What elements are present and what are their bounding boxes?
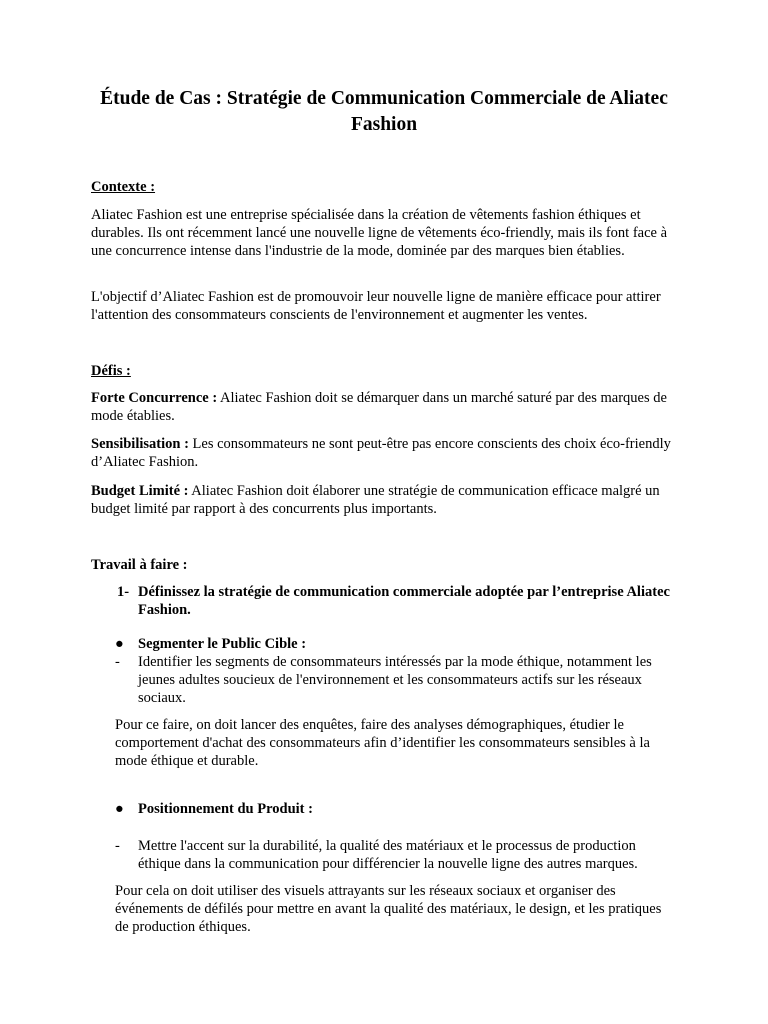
defi-text: Les consommateurs ne sont peut-être pas encore conscients des choix éco-friendly d’Aliatec Fashion. xyxy=(91,436,671,470)
contexte-paragraph-2: L'objectif d’Aliatec Fashion est de promouvoir leur nouvelle ligne de manière efficace pour attirer l'attention des consommateurs conscients de l'environnement et augmenter les ventes. xyxy=(91,289,661,323)
defi-text: Aliatec Fashion doit élaborer une stratégie de communication efficace malgré un budget limité par rapport à des concurrents plus importants. xyxy=(91,483,660,517)
bullet-title: Segmenter le Public Cible : xyxy=(138,636,307,652)
bullet-segmenter xyxy=(115,635,675,653)
defi-item xyxy=(91,435,681,471)
dash-icon: - xyxy=(115,654,120,670)
defi-text: Aliatec Fashion doit se démarquer dans un marché saturé par des marques de mode établies. xyxy=(91,390,667,424)
bullet-title: Positionnement du Produit : xyxy=(138,801,313,817)
defis-heading: Défis : xyxy=(91,363,131,379)
dash-item-positionnement xyxy=(115,837,675,873)
defi-item xyxy=(91,389,681,425)
bullet-icon: ● xyxy=(115,801,124,817)
defi-label: Sensibilisation : xyxy=(91,436,189,452)
dash-item-segmenter xyxy=(115,653,675,707)
defi-label: Budget Limité : xyxy=(91,483,189,499)
segmenter-paragraph: Pour ce faire, on doit lancer des enquêtes, faire des analyses démographiques, étudier le comportement d'achat des consommateurs afin d’identifier les consommateurs sensibles à la mode éthique et durable. xyxy=(115,717,650,769)
dash-text: Mettre l'accent sur la durabilité, la qualité des matériaux et le processus de production éthique dans la communication pour différencier la nouvelle ligne des autres marques. xyxy=(138,838,638,872)
positionnement-paragraph: Pour cela on doit utiliser des visuels attrayants sur les réseaux sociaux et organiser des événements de défilés pour mettre en avant la qualité des matériaux, le design, et les pratiques de production éthiques. xyxy=(115,883,662,935)
defi-item xyxy=(91,482,681,518)
question-text: Définissez la stratégie de communication commerciale adoptée par l’entreprise Aliatec Fashion. xyxy=(138,584,670,618)
bullet-icon: ● xyxy=(115,636,124,652)
travail-heading: Travail à faire : xyxy=(91,557,188,573)
document-title: Étude de Cas : Stratégie de Communication Commerciale de Aliatec Fashion xyxy=(100,88,668,135)
contexte-heading: Contexte : xyxy=(91,179,156,195)
bullet-positionnement xyxy=(115,800,675,818)
dash-text: Identifier les segments de consommateurs intéressés par la mode éthique, notamment les jeunes adultes soucieux de l'environnement et les consommateurs actifs sur les réseaux sociaux. xyxy=(138,654,652,706)
contexte-paragraph-1: Aliatec Fashion est une entreprise spécialisée dans la création de vêtements fashion éthiques et durables. Ils ont récemment lancé une nouvelle ligne de vêtements éco-friendly, mais ils font face à une concurrence intense dans l'industrie de la mode, dominée par des marques bien établies. xyxy=(91,207,668,259)
dash-icon: - xyxy=(115,838,120,854)
question-number: 1- xyxy=(117,584,130,600)
defi-label: Forte Concurrence : xyxy=(91,390,218,406)
question-1 xyxy=(117,583,682,619)
